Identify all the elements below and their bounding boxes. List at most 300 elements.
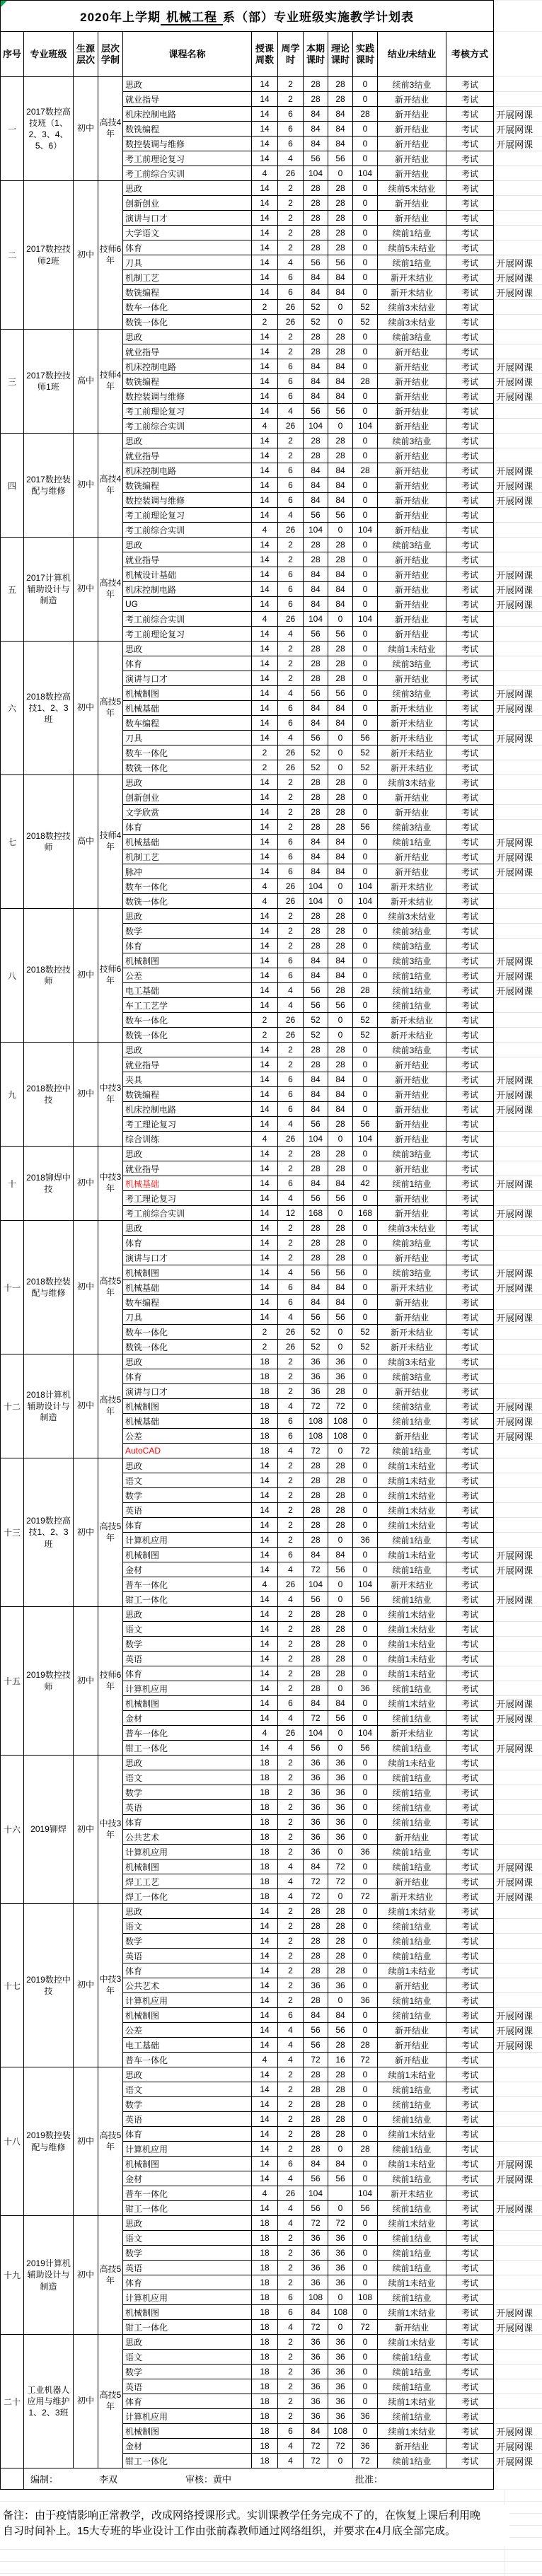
online-note-cell[interactable]: 开展网课 bbox=[494, 1087, 542, 1102]
course-name-cell[interactable]: 体育 bbox=[123, 1815, 252, 1830]
course-name-cell[interactable]: 数学 bbox=[123, 1488, 252, 1503]
online-note-cell[interactable] bbox=[494, 1354, 542, 1369]
theory-hours-cell[interactable]: 56 bbox=[328, 998, 353, 1013]
weeks-cell[interactable]: 18 bbox=[252, 1429, 278, 1444]
assessment-cell[interactable]: 考试 bbox=[446, 2261, 494, 2275]
status-cell[interactable]: 新开未结业 bbox=[378, 1013, 446, 1028]
theory-hours-cell[interactable]: 0 bbox=[328, 1845, 353, 1860]
assessment-cell[interactable]: 考试 bbox=[446, 1057, 494, 1072]
status-cell[interactable]: 新开结业 bbox=[378, 1429, 446, 1444]
practice-hours-cell[interactable]: 56 bbox=[353, 731, 378, 745]
weeks-cell[interactable]: 14 bbox=[252, 864, 278, 879]
practice-hours-cell[interactable]: 28 bbox=[353, 107, 378, 122]
online-note-cell[interactable] bbox=[494, 1815, 542, 1830]
assessment-cell[interactable]: 考试 bbox=[446, 2350, 494, 2365]
weekly-hours-cell[interactable]: 2 bbox=[278, 2127, 304, 2142]
practice-hours-cell[interactable]: 36 bbox=[353, 1845, 378, 1860]
term-hours-cell[interactable]: 84 bbox=[304, 1072, 328, 1087]
weekly-hours-cell[interactable]: 12 bbox=[278, 1206, 304, 1221]
practice-hours-cell[interactable]: 0 bbox=[353, 508, 378, 523]
term-hours-cell[interactable]: 104 bbox=[304, 1726, 328, 1741]
term-hours-cell[interactable]: 36 bbox=[304, 1770, 328, 1785]
term-hours-cell[interactable]: 52 bbox=[304, 1028, 328, 1043]
weeks-cell[interactable]: 14 bbox=[252, 151, 278, 166]
assessment-cell[interactable]: 考试 bbox=[446, 1147, 494, 1161]
assessment-cell[interactable]: 考试 bbox=[446, 1592, 494, 1607]
practice-hours-cell[interactable]: 0 bbox=[353, 1934, 378, 1949]
theory-hours-cell[interactable]: 56 bbox=[328, 255, 353, 270]
status-cell[interactable]: 续前1未结业 bbox=[378, 2394, 446, 2409]
weekly-hours-cell[interactable]: 2 bbox=[278, 1681, 304, 1696]
course-name-cell[interactable]: 机械制图 bbox=[123, 686, 252, 701]
practice-hours-cell[interactable]: 0 bbox=[353, 1251, 378, 1265]
term-hours-cell[interactable]: 28 bbox=[304, 1622, 328, 1637]
term-hours-cell[interactable]: 84 bbox=[304, 701, 328, 716]
practice-hours-cell[interactable]: 0 bbox=[353, 671, 378, 686]
weekly-hours-cell[interactable]: 2 bbox=[278, 2231, 304, 2246]
assessment-cell[interactable]: 考试 bbox=[446, 1236, 494, 1251]
weekly-hours-cell[interactable]: 2 bbox=[278, 2409, 304, 2424]
theory-hours-cell[interactable]: 28 bbox=[328, 1919, 353, 1934]
weekly-hours-cell[interactable]: 2 bbox=[278, 1369, 304, 1384]
theory-hours-cell[interactable]: 36 bbox=[328, 2275, 353, 2290]
class-name-cell[interactable]: 2017数控技师1班 bbox=[24, 330, 74, 434]
assessment-cell[interactable]: 考试 bbox=[446, 1904, 494, 1919]
assessment-cell[interactable]: 考试 bbox=[446, 1072, 494, 1087]
status-cell[interactable]: 新开结业 bbox=[378, 523, 446, 538]
online-note-cell[interactable] bbox=[494, 330, 542, 344]
term-hours-cell[interactable]: 36 bbox=[304, 2365, 328, 2379]
practice-hours-cell[interactable]: 104 bbox=[353, 2186, 378, 2201]
course-name-cell[interactable]: 思政 bbox=[123, 1904, 252, 1919]
term-hours-cell[interactable]: 84 bbox=[304, 1295, 328, 1310]
theory-hours-cell[interactable]: 56 bbox=[328, 1310, 353, 1325]
weekly-hours-cell[interactable]: 2 bbox=[278, 642, 304, 656]
theory-hours-cell[interactable]: 84 bbox=[328, 701, 353, 716]
assessment-cell[interactable]: 考试 bbox=[446, 1102, 494, 1117]
weekly-hours-cell[interactable]: 4 bbox=[278, 1889, 304, 1904]
term-hours-cell[interactable]: 72 bbox=[304, 2454, 328, 2468]
status-cell[interactable]: 新开结业 bbox=[378, 1978, 446, 1993]
online-note-cell[interactable]: 开展网课 bbox=[494, 701, 542, 716]
course-name-cell[interactable]: 普车一体化 bbox=[123, 2186, 252, 2201]
online-note-cell[interactable] bbox=[494, 1800, 542, 1815]
practice-hours-cell[interactable]: 0 bbox=[353, 1518, 378, 1533]
course-name-cell[interactable]: 语文 bbox=[123, 1919, 252, 1934]
theory-hours-cell[interactable]: 72 bbox=[328, 2216, 353, 2231]
course-name-cell[interactable]: 数控装调与维修 bbox=[123, 493, 252, 508]
term-hours-cell[interactable]: 56 bbox=[304, 1592, 328, 1607]
source-level-cell[interactable]: 初中 bbox=[74, 642, 98, 775]
weekly-hours-cell[interactable]: 4 bbox=[278, 2053, 304, 2067]
online-note-cell[interactable] bbox=[494, 879, 542, 894]
course-name-cell[interactable]: 夹具 bbox=[123, 1072, 252, 1087]
weeks-cell[interactable]: 14 bbox=[252, 1681, 278, 1696]
assessment-cell[interactable]: 考试 bbox=[446, 597, 494, 612]
term-hours-cell[interactable]: 36 bbox=[304, 1800, 328, 1815]
status-cell[interactable]: 新开结业 bbox=[378, 849, 446, 864]
term-hours-cell[interactable]: 28 bbox=[304, 181, 328, 196]
theory-hours-cell[interactable]: 108 bbox=[328, 1414, 353, 1429]
online-note-cell[interactable]: 开展网课 bbox=[494, 1429, 542, 1444]
weeks-cell[interactable]: 14 bbox=[252, 983, 278, 998]
assessment-cell[interactable]: 考试 bbox=[446, 2231, 494, 2246]
theory-hours-cell[interactable]: 84 bbox=[328, 374, 353, 389]
term-hours-cell[interactable]: 72 bbox=[304, 2320, 328, 2335]
online-note-cell[interactable] bbox=[494, 92, 542, 107]
term-hours-cell[interactable]: 28 bbox=[304, 909, 328, 924]
term-hours-cell[interactable]: 28 bbox=[304, 240, 328, 255]
course-name-cell[interactable]: 数车一体化 bbox=[123, 1325, 252, 1340]
online-note-cell[interactable] bbox=[494, 998, 542, 1013]
assessment-cell[interactable]: 考试 bbox=[446, 627, 494, 642]
online-note-cell[interactable] bbox=[494, 1325, 542, 1340]
practice-hours-cell[interactable]: 0 bbox=[353, 1637, 378, 1652]
course-name-cell[interactable]: 数铣编程 bbox=[123, 285, 252, 300]
assessment-cell[interactable]: 考试 bbox=[446, 1354, 494, 1369]
course-name-cell[interactable]: 思政 bbox=[123, 1458, 252, 1473]
assessment-cell[interactable]: 考试 bbox=[446, 196, 494, 211]
practice-hours-cell[interactable]: 0 bbox=[353, 122, 378, 137]
practice-hours-cell[interactable]: 168 bbox=[353, 1206, 378, 1221]
weeks-cell[interactable]: 2 bbox=[252, 1340, 278, 1354]
weekly-hours-cell[interactable]: 26 bbox=[278, 612, 304, 627]
status-cell[interactable]: 续前1未结业 bbox=[378, 2424, 446, 2439]
course-name-cell[interactable]: 考工前理论复习 bbox=[123, 627, 252, 642]
status-cell[interactable]: 续前3未结业 bbox=[378, 315, 446, 330]
term-hours-cell[interactable]: 28 bbox=[304, 226, 328, 240]
weekly-hours-cell[interactable]: 6 bbox=[278, 107, 304, 122]
course-name-cell[interactable]: 就业指导 bbox=[123, 1057, 252, 1072]
online-note-cell[interactable]: 开展网课 bbox=[494, 2157, 542, 2171]
weekly-hours-cell[interactable]: 4 bbox=[278, 404, 304, 419]
term-hours-cell[interactable]: 36 bbox=[304, 2246, 328, 2261]
course-name-cell[interactable]: 数铣一体化 bbox=[123, 760, 252, 775]
theory-hours-cell[interactable]: 0 bbox=[328, 760, 353, 775]
weeks-cell[interactable]: 14 bbox=[252, 849, 278, 864]
weekly-hours-cell[interactable]: 6 bbox=[278, 122, 304, 137]
course-name-cell[interactable]: 英语 bbox=[123, 2261, 252, 2275]
weekly-hours-cell[interactable]: 2 bbox=[278, 1147, 304, 1161]
theory-hours-cell[interactable]: 28 bbox=[328, 211, 353, 226]
weeks-cell[interactable]: 14 bbox=[252, 1904, 278, 1919]
weeks-cell[interactable]: 14 bbox=[252, 255, 278, 270]
weekly-hours-cell[interactable]: 2 bbox=[278, 1622, 304, 1637]
online-note-cell[interactable] bbox=[494, 2082, 542, 2097]
theory-hours-cell[interactable]: 0 bbox=[328, 879, 353, 894]
online-note-cell[interactable] bbox=[494, 181, 542, 196]
course-name-cell[interactable]: 钳工一体化 bbox=[123, 2320, 252, 2335]
term-hours-cell[interactable]: 28 bbox=[304, 1221, 328, 1236]
course-name-cell[interactable]: 考工前理论复习 bbox=[123, 404, 252, 419]
weeks-cell[interactable]: 14 bbox=[252, 552, 278, 567]
theory-hours-cell[interactable]: 72 bbox=[328, 2439, 353, 2454]
assessment-cell[interactable]: 考试 bbox=[446, 1800, 494, 1815]
weeks-cell[interactable]: 14 bbox=[252, 1191, 278, 1206]
assessment-cell[interactable]: 考试 bbox=[446, 315, 494, 330]
status-cell[interactable]: 续前1结业 bbox=[378, 1533, 446, 1548]
status-cell[interactable]: 新开结业 bbox=[378, 1384, 446, 1399]
status-cell[interactable]: 新开结业 bbox=[378, 151, 446, 166]
course-name-cell[interactable]: 数学 bbox=[123, 1934, 252, 1949]
status-cell[interactable]: 新开结业 bbox=[378, 1117, 446, 1132]
group-index-cell[interactable]: 十五 bbox=[1, 1607, 24, 1756]
assessment-cell[interactable]: 考试 bbox=[446, 2290, 494, 2305]
status-cell[interactable]: 续前1结业 bbox=[378, 1711, 446, 1726]
course-name-cell[interactable]: 文学欣赏 bbox=[123, 805, 252, 820]
course-name-cell[interactable]: 数学 bbox=[123, 2365, 252, 2379]
course-name-cell[interactable]: 体育 bbox=[123, 2127, 252, 2142]
course-name-cell[interactable]: 就业指导 bbox=[123, 448, 252, 463]
online-note-cell[interactable] bbox=[494, 448, 542, 463]
status-cell[interactable]: 续前1结业 bbox=[378, 1444, 446, 1458]
weekly-hours-cell[interactable]: 26 bbox=[278, 166, 304, 181]
assessment-cell[interactable]: 考试 bbox=[446, 538, 494, 552]
theory-hours-cell[interactable]: 28 bbox=[328, 1666, 353, 1681]
assessment-cell[interactable]: 考试 bbox=[446, 1548, 494, 1562]
weeks-cell[interactable]: 18 bbox=[252, 2231, 278, 2246]
assessment-cell[interactable]: 考试 bbox=[446, 909, 494, 924]
assessment-cell[interactable]: 考试 bbox=[446, 1830, 494, 1845]
weeks-cell[interactable]: 14 bbox=[252, 1161, 278, 1176]
weeks-cell[interactable]: 14 bbox=[252, 107, 278, 122]
program-cell[interactable]: 中技3年 bbox=[98, 1043, 123, 1147]
theory-hours-cell[interactable]: 0 bbox=[328, 1013, 353, 1028]
assessment-cell[interactable]: 考试 bbox=[446, 671, 494, 686]
assessment-cell[interactable]: 考试 bbox=[446, 508, 494, 523]
weekly-hours-cell[interactable]: 6 bbox=[278, 1414, 304, 1429]
term-hours-cell[interactable]: 56 bbox=[304, 2201, 328, 2216]
source-level-cell[interactable]: 高中 bbox=[74, 330, 98, 434]
status-cell[interactable]: 新开结业 bbox=[378, 463, 446, 478]
status-cell[interactable]: 新开结业 bbox=[378, 508, 446, 523]
weeks-cell[interactable]: 14 bbox=[252, 1251, 278, 1265]
term-hours-cell[interactable]: 108 bbox=[304, 1429, 328, 1444]
online-note-cell[interactable] bbox=[494, 909, 542, 924]
online-note-cell[interactable] bbox=[494, 2127, 542, 2142]
course-name-cell[interactable]: 金材 bbox=[123, 1562, 252, 1577]
weekly-hours-cell[interactable]: 2 bbox=[278, 1384, 304, 1399]
group-index-cell[interactable]: 六 bbox=[1, 642, 24, 775]
class-name-cell[interactable]: 2018数控中技 bbox=[24, 1043, 74, 1147]
theory-hours-cell[interactable]: 36 bbox=[328, 1369, 353, 1384]
practice-hours-cell[interactable]: 104 bbox=[353, 166, 378, 181]
online-note-cell[interactable] bbox=[494, 1681, 542, 1696]
practice-hours-cell[interactable]: 52 bbox=[353, 1325, 378, 1340]
practice-hours-cell[interactable]: 0 bbox=[353, 137, 378, 151]
status-cell[interactable]: 续前1未结业 bbox=[378, 1473, 446, 1488]
assessment-cell[interactable]: 考试 bbox=[446, 107, 494, 122]
status-cell[interactable]: 新开结业 bbox=[378, 419, 446, 434]
practice-hours-cell[interactable]: 0 bbox=[353, 2023, 378, 2038]
weeks-cell[interactable]: 14 bbox=[252, 1622, 278, 1637]
term-hours-cell[interactable]: 28 bbox=[304, 1043, 328, 1057]
theory-hours-cell[interactable]: 28 bbox=[328, 1607, 353, 1622]
weeks-cell[interactable]: 14 bbox=[252, 137, 278, 151]
theory-hours-cell[interactable]: 0 bbox=[328, 894, 353, 909]
weeks-cell[interactable]: 18 bbox=[252, 1800, 278, 1815]
term-hours-cell[interactable]: 28 bbox=[304, 1637, 328, 1652]
weekly-hours-cell[interactable]: 2 bbox=[278, 2097, 304, 2112]
assessment-cell[interactable]: 考试 bbox=[446, 463, 494, 478]
assessment-cell[interactable]: 考试 bbox=[446, 493, 494, 508]
theory-hours-cell[interactable]: 84 bbox=[328, 1176, 353, 1191]
practice-hours-cell[interactable]: 0 bbox=[353, 1830, 378, 1845]
weeks-cell[interactable]: 18 bbox=[252, 1770, 278, 1785]
assessment-cell[interactable]: 考试 bbox=[446, 181, 494, 196]
term-hours-cell[interactable]: 28 bbox=[304, 642, 328, 656]
assessment-cell[interactable]: 考试 bbox=[446, 434, 494, 448]
practice-hours-cell[interactable]: 0 bbox=[353, 1414, 378, 1429]
term-hours-cell[interactable]: 56 bbox=[304, 508, 328, 523]
theory-hours-cell[interactable]: 84 bbox=[328, 567, 353, 582]
weeks-cell[interactable]: 14 bbox=[252, 493, 278, 508]
course-name-cell[interactable]: 数车一体化 bbox=[123, 745, 252, 760]
source-level-cell[interactable]: 初中 bbox=[74, 1147, 98, 1221]
assessment-cell[interactable]: 考试 bbox=[446, 1473, 494, 1488]
online-note-cell[interactable] bbox=[494, 1340, 542, 1354]
online-note-cell[interactable] bbox=[494, 820, 542, 835]
practice-hours-cell[interactable]: 56 bbox=[353, 2201, 378, 2216]
course-name-cell[interactable]: 普车一体化 bbox=[123, 1577, 252, 1592]
term-hours-cell[interactable]: 36 bbox=[304, 1830, 328, 1845]
assessment-cell[interactable]: 考试 bbox=[446, 2454, 494, 2468]
theory-hours-cell[interactable]: 28 bbox=[328, 77, 353, 92]
online-note-cell[interactable]: 开展网课 bbox=[494, 2454, 542, 2468]
assessment-cell[interactable]: 考试 bbox=[446, 2275, 494, 2290]
theory-hours-cell[interactable]: 0 bbox=[328, 1340, 353, 1354]
online-note-cell[interactable] bbox=[494, 1622, 542, 1637]
weeks-cell[interactable]: 14 bbox=[252, 1102, 278, 1117]
weekly-hours-cell[interactable]: 2 bbox=[278, 2082, 304, 2097]
online-note-cell[interactable] bbox=[494, 1518, 542, 1533]
term-hours-cell[interactable]: 108 bbox=[304, 1414, 328, 1429]
theory-hours-cell[interactable]: 28 bbox=[328, 1503, 353, 1518]
course-name-cell[interactable]: 语文 bbox=[123, 2082, 252, 2097]
assessment-cell[interactable]: 考试 bbox=[446, 686, 494, 701]
practice-hours-cell[interactable]: 0 bbox=[353, 2231, 378, 2246]
online-note-cell[interactable] bbox=[494, 211, 542, 226]
course-name-cell[interactable]: 英语 bbox=[123, 1949, 252, 1963]
term-hours-cell[interactable]: 28 bbox=[304, 1147, 328, 1161]
practice-hours-cell[interactable]: 0 bbox=[353, 2112, 378, 2127]
status-cell[interactable]: 新开未结业 bbox=[378, 1889, 446, 1904]
status-cell[interactable]: 新开结业 bbox=[378, 552, 446, 567]
practice-hours-cell[interactable]: 0 bbox=[353, 2365, 378, 2379]
online-note-cell[interactable] bbox=[494, 1904, 542, 1919]
weeks-cell[interactable]: 14 bbox=[252, 1919, 278, 1934]
term-hours-cell[interactable]: 84 bbox=[304, 137, 328, 151]
assessment-cell[interactable]: 考试 bbox=[446, 1043, 494, 1057]
theory-hours-cell[interactable]: 28 bbox=[328, 924, 353, 939]
term-hours-cell[interactable]: 84 bbox=[304, 463, 328, 478]
course-name-cell[interactable]: 考工前综合实训 bbox=[123, 612, 252, 627]
status-cell[interactable]: 新开结业 bbox=[378, 107, 446, 122]
assessment-cell[interactable]: 考试 bbox=[446, 582, 494, 597]
assessment-cell[interactable]: 考试 bbox=[446, 1963, 494, 1978]
status-cell[interactable]: 新开结业 bbox=[378, 2038, 446, 2053]
course-name-cell[interactable]: 语文 bbox=[123, 2350, 252, 2365]
assessment-cell[interactable]: 考试 bbox=[446, 211, 494, 226]
course-name-cell[interactable]: 考工前综合实训 bbox=[123, 523, 252, 538]
weekly-hours-cell[interactable]: 6 bbox=[278, 2157, 304, 2171]
assessment-cell[interactable]: 考试 bbox=[446, 701, 494, 716]
theory-hours-cell[interactable]: 0 bbox=[328, 2290, 353, 2305]
weekly-hours-cell[interactable]: 2 bbox=[278, 924, 304, 939]
course-name-cell[interactable]: 英语 bbox=[123, 2379, 252, 2394]
weeks-cell[interactable]: 2 bbox=[252, 1013, 278, 1028]
term-hours-cell[interactable]: 28 bbox=[304, 820, 328, 835]
online-note-cell[interactable] bbox=[494, 745, 542, 760]
online-note-cell[interactable] bbox=[494, 1147, 542, 1161]
term-hours-cell[interactable]: 104 bbox=[304, 879, 328, 894]
weekly-hours-cell[interactable]: 26 bbox=[278, 523, 304, 538]
status-cell[interactable]: 续前1结业 bbox=[378, 226, 446, 240]
weeks-cell[interactable]: 18 bbox=[252, 2350, 278, 2365]
status-cell[interactable]: 新开结业 bbox=[378, 864, 446, 879]
weeks-cell[interactable]: 14 bbox=[252, 359, 278, 374]
course-name-cell[interactable]: 钳工一体化 bbox=[123, 2454, 252, 2468]
weekly-hours-cell[interactable]: 2 bbox=[278, 2394, 304, 2409]
assessment-cell[interactable]: 考试 bbox=[446, 1488, 494, 1503]
theory-hours-cell[interactable]: 28 bbox=[328, 2127, 353, 2142]
theory-hours-cell[interactable]: 28 bbox=[328, 1652, 353, 1666]
practice-hours-cell[interactable]: 36 bbox=[353, 1533, 378, 1548]
theory-hours-cell[interactable]: 36 bbox=[328, 2335, 353, 2350]
assessment-cell[interactable]: 考试 bbox=[446, 1533, 494, 1548]
theory-hours-cell[interactable]: 84 bbox=[328, 968, 353, 983]
weeks-cell[interactable]: 18 bbox=[252, 2275, 278, 2290]
practice-hours-cell[interactable]: 0 bbox=[353, 1770, 378, 1785]
program-cell[interactable]: 高技4年 bbox=[98, 434, 123, 538]
assessment-cell[interactable]: 考试 bbox=[446, 1681, 494, 1696]
weekly-hours-cell[interactable]: 2 bbox=[278, 1904, 304, 1919]
course-name-cell[interactable]: 公差 bbox=[123, 968, 252, 983]
term-hours-cell[interactable]: 36 bbox=[304, 1354, 328, 1369]
status-cell[interactable]: 续前1结业 bbox=[378, 1785, 446, 1800]
status-cell[interactable]: 续前1结业 bbox=[378, 2097, 446, 2112]
online-note-cell[interactable] bbox=[494, 924, 542, 939]
theory-hours-cell[interactable]: 36 bbox=[328, 2365, 353, 2379]
online-note-cell[interactable] bbox=[494, 1845, 542, 1860]
course-name-cell[interactable]: 数学 bbox=[123, 2246, 252, 2261]
practice-hours-cell[interactable]: 36 bbox=[353, 1993, 378, 2008]
course-name-cell[interactable]: 思政 bbox=[123, 2335, 252, 2350]
practice-hours-cell[interactable]: 104 bbox=[353, 612, 378, 627]
status-cell[interactable]: 新开结业 bbox=[378, 137, 446, 151]
practice-hours-cell[interactable]: 0 bbox=[353, 686, 378, 701]
weekly-hours-cell[interactable]: 6 bbox=[278, 835, 304, 849]
online-note-cell[interactable]: 开展网课 bbox=[494, 2038, 542, 2053]
weekly-hours-cell[interactable]: 2 bbox=[278, 1607, 304, 1622]
online-note-cell[interactable] bbox=[494, 2067, 542, 2082]
online-note-cell[interactable]: 开展网课 bbox=[494, 2320, 542, 2335]
practice-hours-cell[interactable]: 0 bbox=[353, 1280, 378, 1295]
weeks-cell[interactable]: 14 bbox=[252, 968, 278, 983]
weeks-cell[interactable]: 2 bbox=[252, 760, 278, 775]
theory-hours-cell[interactable]: 28 bbox=[328, 775, 353, 790]
assessment-cell[interactable]: 考试 bbox=[446, 1622, 494, 1637]
assessment-cell[interactable]: 考试 bbox=[446, 523, 494, 538]
status-cell[interactable]: 续前1未结业 bbox=[378, 1548, 446, 1562]
status-cell[interactable]: 续前1结业 bbox=[378, 1176, 446, 1191]
weeks-cell[interactable]: 14 bbox=[252, 820, 278, 835]
practice-hours-cell[interactable]: 104 bbox=[353, 1577, 378, 1592]
class-name-cell[interactable]: 2017数控装配与维修 bbox=[24, 434, 74, 538]
online-note-cell[interactable] bbox=[494, 642, 542, 656]
assessment-cell[interactable]: 考试 bbox=[446, 998, 494, 1013]
assessment-cell[interactable]: 考试 bbox=[446, 419, 494, 434]
